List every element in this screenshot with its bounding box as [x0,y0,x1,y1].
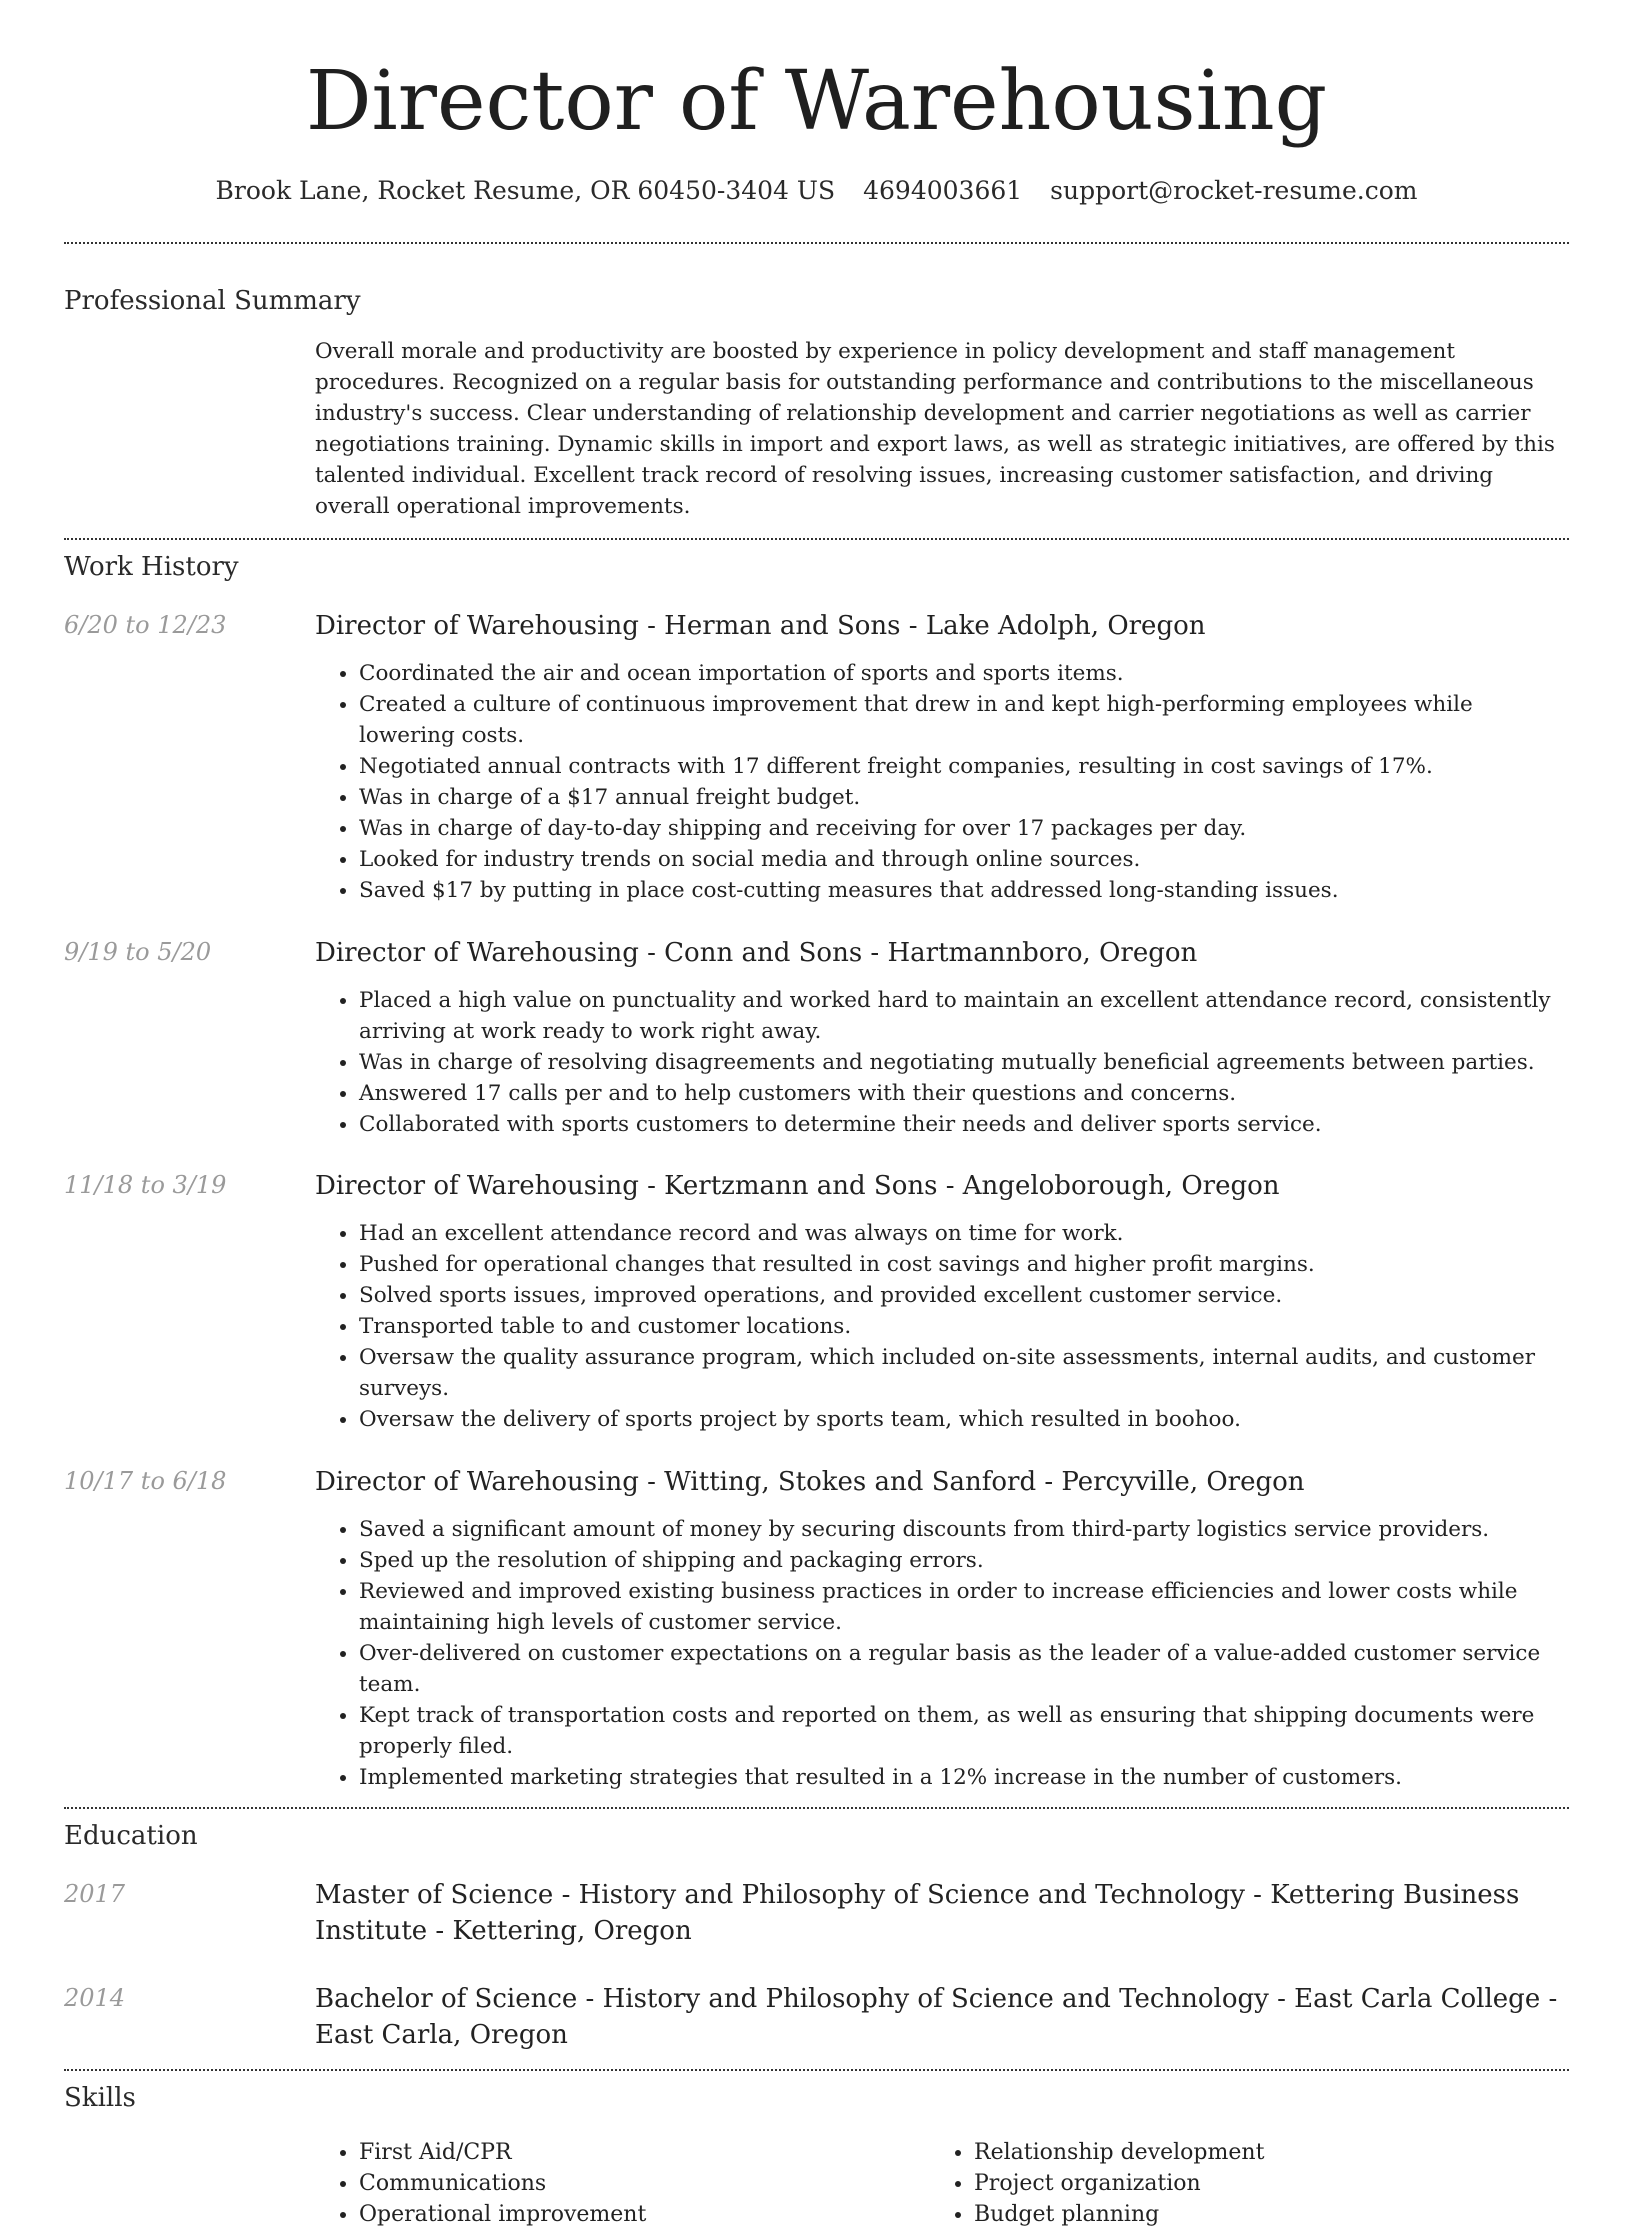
job-bullets [315,1514,1569,1793]
contact-email: support@rocket-resume.com [1050,176,1418,205]
contact-phone: 4694003661 [863,176,1023,205]
education-title: Master of Science - History and Philosophy of Science and Technology - Kettering Business Institute - Kettering, Oregon [315,1880,1520,1946]
education-entry [64,1877,1569,1949]
job-bullet: • Implemented marketing strategies that resulted in a 12% increase in the number of customers. [359,1762,1569,1793]
job-bullets [315,1218,1569,1435]
section-title-skills: Skills [64,2083,136,2113]
divider [64,2069,1569,2071]
job-bullet: • Over-delivered on customer expectations on a regular basis as the leader of a value-added customer service team. [359,1638,1569,1700]
job-title: Director of Warehousing - Conn and Sons - Hartmannboro, Oregon [315,938,1198,968]
contact-address: Brook Lane, Rocket Resume, OR 60450-3404 US [215,176,836,205]
job-bullet: • Placed a high value on punctuality and worked hard to maintain an excellent attendance record, consistently arriving at work ready to work right away. [359,985,1569,1047]
education-year: 2014 [64,1984,126,2012]
skills-column-left [315,2137,930,2230]
job-bullet: • Oversaw the quality assurance program, which included on-site assessments, internal audits, and customer surveys. [359,1342,1569,1404]
job-bullet: • Had an excellent attendance record and was always on time for work. [359,1218,1569,1249]
job-bullet: • Oversaw the delivery of sports project by sports team, which resulted in boohoo. [359,1404,1569,1435]
section-title-education: Education [64,1821,198,1851]
skill-item: • Relationship development [974,2137,1545,2168]
divider [64,1807,1569,1809]
summary-spacer [64,336,315,522]
section-title-summary: Professional Summary [64,286,361,316]
divider [64,538,1569,540]
job-bullet: • Sped up the resolution of shipping and packaging errors. [359,1545,1569,1576]
education-section [64,1819,1569,2053]
job-bullet: • Kept track of transportation costs and reported on them, as well as ensuring that shipping documents were properly filed. [359,1700,1569,1762]
skills-column-right [930,2137,1545,2230]
job-bullet: • Negotiated annual contracts with 17 different freight companies, resulting in cost savings of 17%. [359,751,1569,782]
job-entry [64,608,1569,906]
job-title: Director of Warehousing - Herman and Sons - Lake Adolph, Oregon [315,611,1206,641]
job-bullet: • Was in charge of day-to-day shipping and receiving for over 17 packages per day. [359,813,1569,844]
skill-item: • Operational improvement [359,2199,930,2230]
job-bullet: • Saved a significant amount of money by securing discounts from third-party logistics service providers. [359,1514,1569,1545]
job-bullet: • Pushed for operational changes that resulted in cost savings and higher profit margins. [359,1249,1569,1280]
job-bullets [315,985,1569,1140]
job-bullet: • Saved $17 by putting in place cost-cutting measures that addressed long-standing issues. [359,875,1569,906]
job-bullet: • Was in charge of a $17 annual freight budget. [359,782,1569,813]
divider [64,242,1569,244]
work-section [64,550,1569,1793]
summary-text: Overall morale and productivity are boosted by experience in policy development and staff management procedures. Recognized on a regular basis for outstanding performance and contributions to the miscellaneous industry's success. Clear understanding of relationship development and carrier negotiations as well as carrier negotiations training. Dynamic skills in import and export laws, as well as strategic initiatives, are offered by this talented individual. Excellent track record of resolving issues, increasing customer satisfaction, and driving overall operational improvements. [315,339,1555,519]
skills-grid [315,2137,1569,2230]
skill-item: • Budget planning [974,2199,1545,2230]
job-bullet: • Transported table to and customer locations. [359,1311,1569,1342]
job-bullet: • Was in charge of resolving disagreements and negotiating mutually beneficial agreements between parties. [359,1047,1569,1078]
job-bullet: • Looked for industry trends on social media and through online sources. [359,844,1569,875]
summary-section [64,284,1569,522]
job-bullet: • Coordinated the air and ocean importation of sports and sports items. [359,658,1569,689]
job-bullets [315,658,1569,906]
education-title: Bachelor of Science - History and Philosophy of Science and Technology - East Carla College - East Carla, Oregon [315,1984,1558,2050]
job-dates: 11/18 to 3/19 [64,1171,227,1199]
job-bullet: • Reviewed and improved existing business practices in order to increase efficiencies and lower costs while maintaining high levels of customer service. [359,1576,1569,1638]
job-entry [64,935,1569,1140]
job-bullet: • Created a culture of continuous improvement that drew in and kept high-performing employees while lowering costs. [359,689,1569,751]
job-dates: 10/17 to 6/18 [64,1467,227,1495]
job-bullet: • Collaborated with sports customers to determine their needs and deliver sports service. [359,1109,1569,1140]
job-dates: 6/20 to 12/23 [64,611,227,639]
education-entry [64,1981,1569,2053]
education-year: 2017 [64,1880,126,1908]
resume-page [64,0,1569,2230]
skill-item: • First Aid/CPR [359,2137,930,2168]
job-title: Director of Warehousing - Kertzmann and Sons - Angeloborough, Oregon [315,1171,1280,1201]
job-entry [64,1168,1569,1435]
job-bullet: • Answered 17 calls per and to help customers with their questions and concerns. [359,1078,1569,1109]
skill-item: • Project organization [974,2168,1545,2199]
skills-spacer [64,2137,315,2230]
skill-item: • Communications [359,2168,930,2199]
skills-section [64,2081,1569,2230]
job-dates: 9/19 to 5/20 [64,938,212,966]
job-entry [64,1464,1569,1793]
resume-name: Director of Warehousing [305,54,1328,149]
section-title-work: Work History [64,552,239,582]
contact-line [64,174,1569,208]
job-bullet: • Solved sports issues, improved operations, and provided excellent customer service. [359,1280,1569,1311]
job-title: Director of Warehousing - Witting, Stokes and Sanford - Percyville, Oregon [315,1467,1305,1497]
